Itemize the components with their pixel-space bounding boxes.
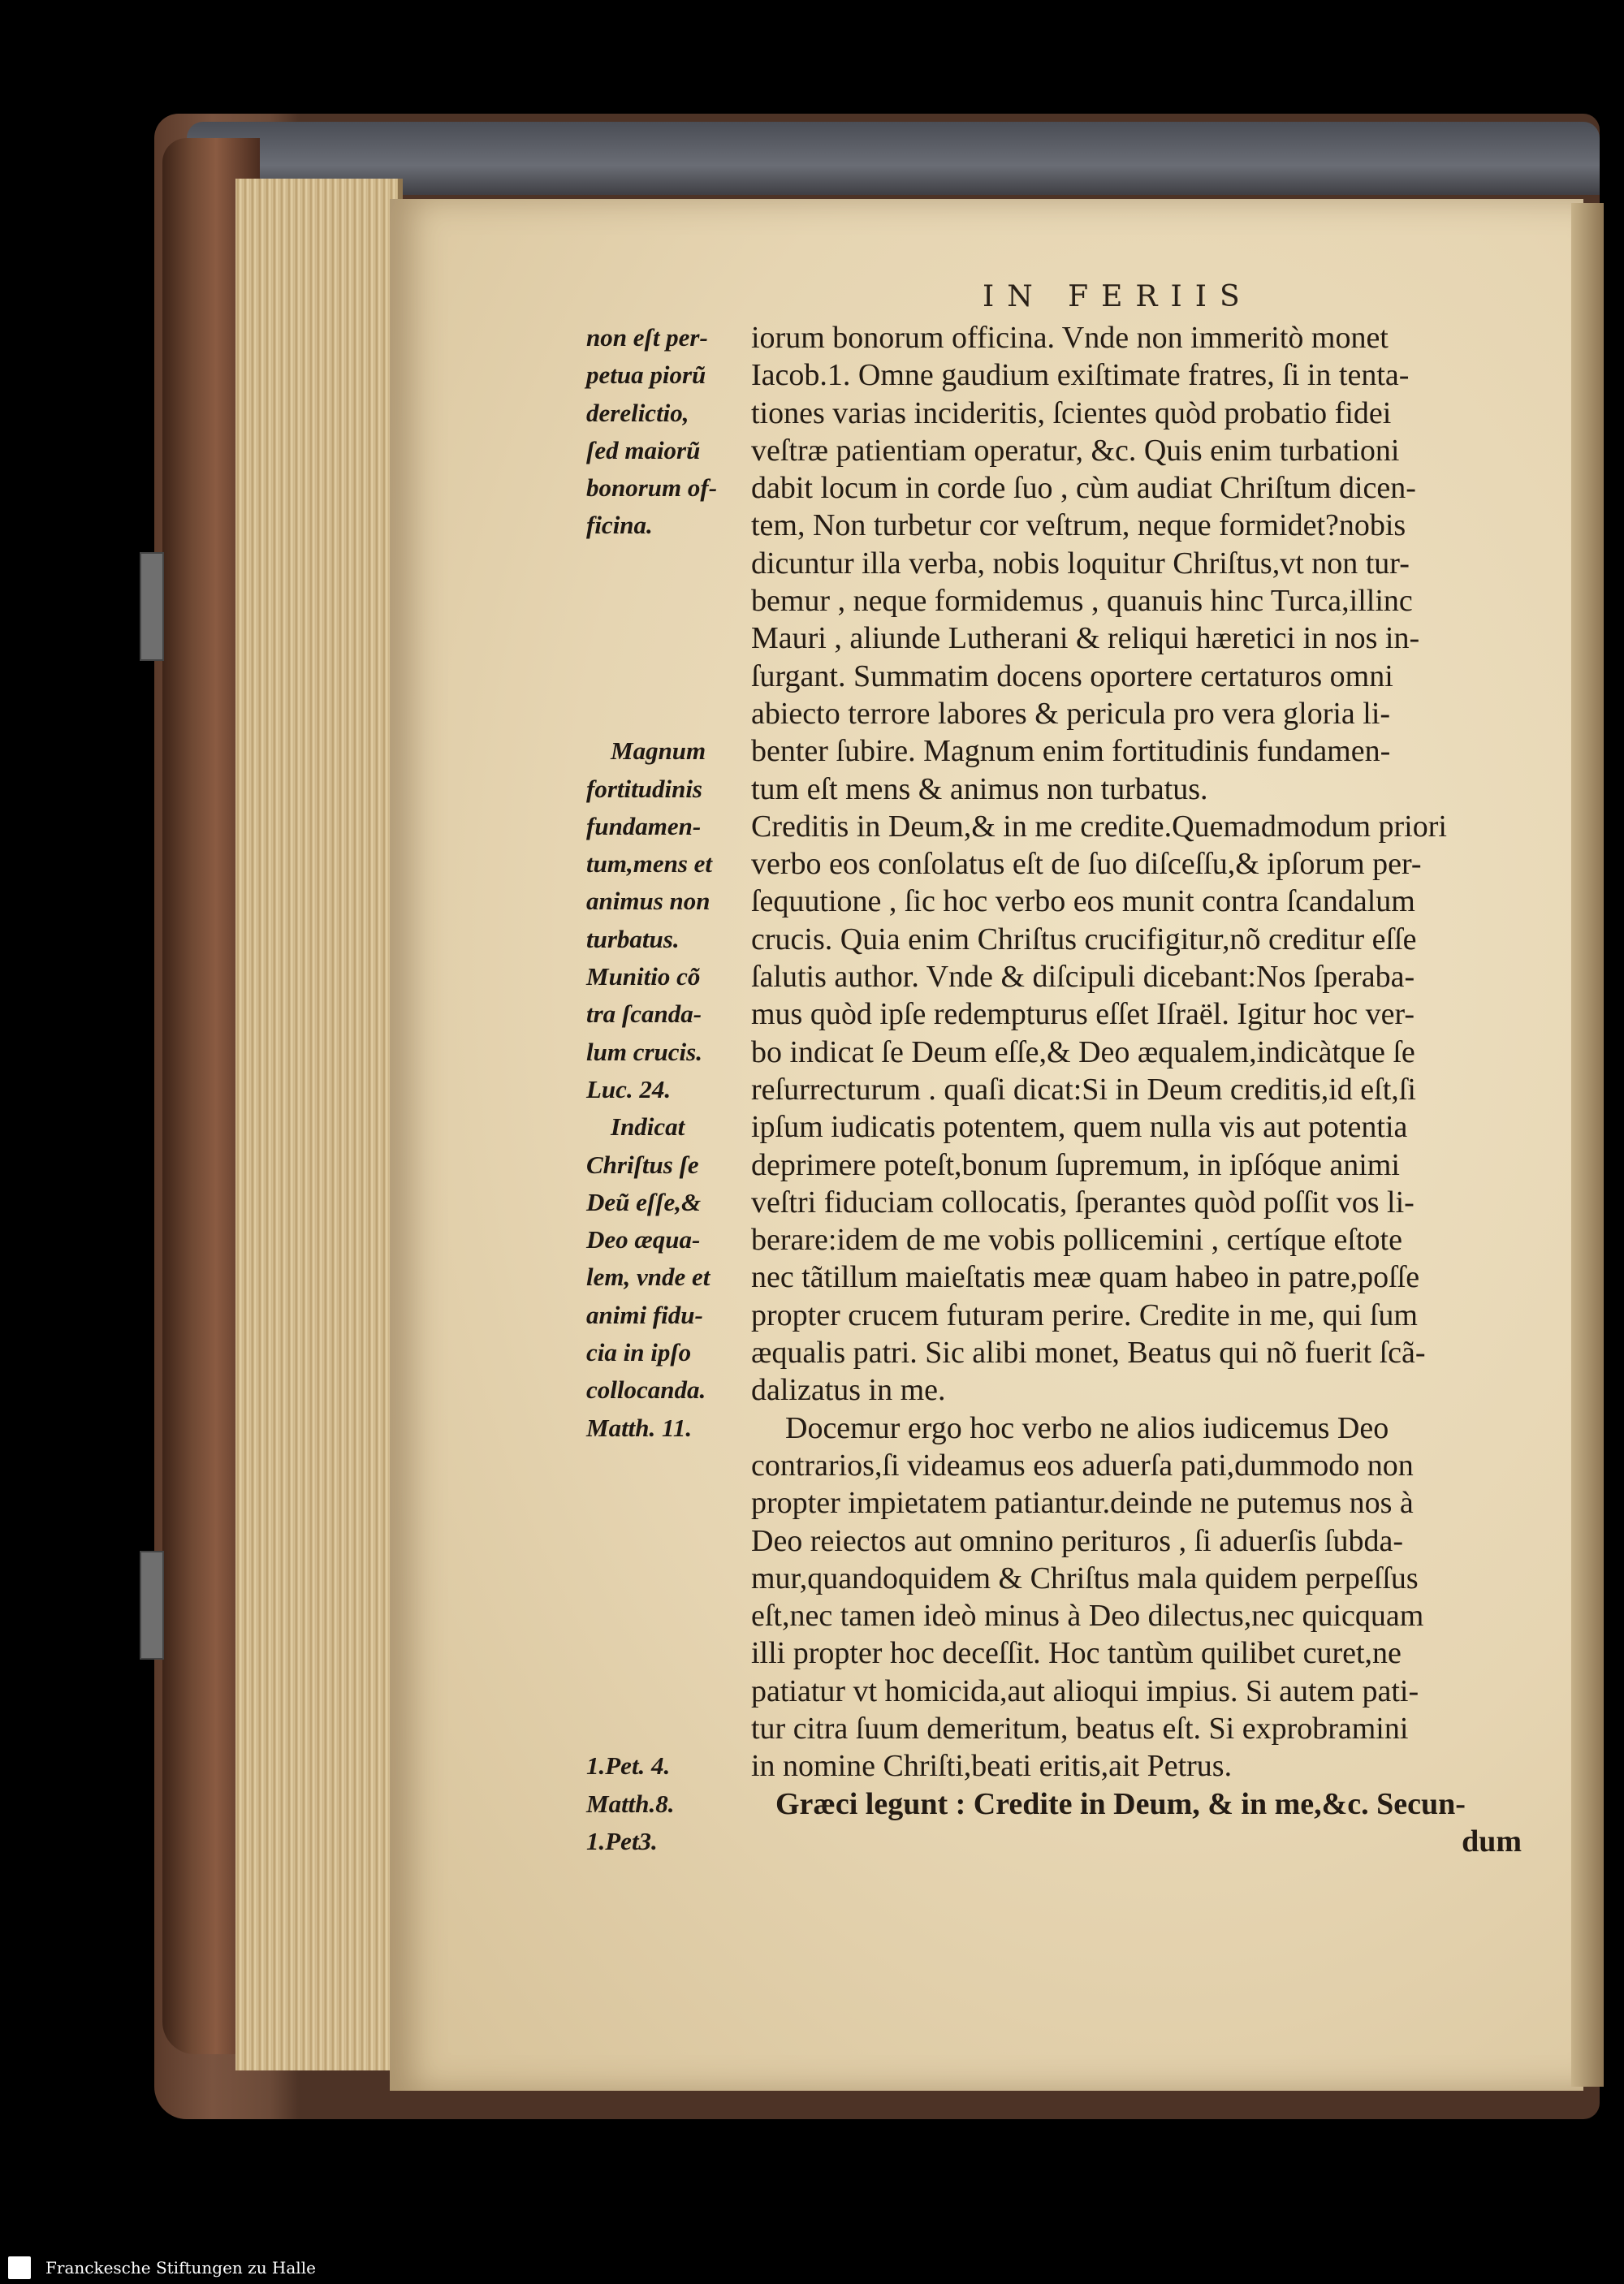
margin-gap: [586, 1673, 749, 1710]
margin-gap: [586, 1597, 749, 1634]
margin-gap: [586, 545, 749, 582]
text-line: Iacob.1. Omne gaudium exiſtimate fratres, ſi in tenta-: [751, 358, 1410, 393]
text-line: tur citra ſuum demeritum, beatus eſt. Si exprobramini: [751, 1711, 1409, 1746]
text-line: abiecto terrore labores & pericula pro vera gloria li-: [751, 696, 1391, 731]
text-line: dum: [1462, 1824, 1522, 1859]
margin-note-line: fundamen-: [586, 811, 702, 840]
text-line: æqualis patri. Sic alibi monet, Beatus qui nõ fuerit ſcã-: [751, 1336, 1426, 1371]
margin-note-line: animus non: [586, 887, 710, 916]
page-gutter: [1571, 203, 1604, 2087]
text-line: ipſum iudicatis potentem, quem nulla vis aut potentia: [751, 1110, 1408, 1145]
text-line: eſt,nec tamen ideò minus à Deo dilectus,nec quicquam: [751, 1599, 1424, 1634]
text-line: bemur , neque formidemus , quanuis hinc Turca,illinc: [751, 584, 1413, 619]
margin-gap: [586, 695, 749, 732]
text-line: propter impietatem patiantur.deinde ne putemus nos à: [751, 1486, 1414, 1521]
text-line: patiatur vt homicida,aut alioqui impius. Si autem pati-: [751, 1673, 1419, 1708]
text-line: Creditis in Deum,& in me credite.Quemadmodum priori: [751, 809, 1447, 844]
text-line: veſtri fiduciam collocatis, ſperantes quòd poſſit vos li-: [751, 1185, 1415, 1220]
margin-note-line: fortitudinis: [586, 774, 702, 803]
institution-logo-icon: [8, 2256, 31, 2279]
text-line: bo indicat ſe Deum eſſe,& Deo æqualem,indicàtque ſe: [751, 1034, 1415, 1069]
text-line: deprimere poteſt,bonum ſupremum, in ipſóque animi: [751, 1147, 1400, 1182]
margin-note-line: Indicat: [611, 1112, 685, 1142]
margin-note-line: Chriſtus ſe: [586, 1150, 699, 1179]
margin-note-line: derelictio,: [586, 398, 689, 427]
text-line: mur,quandoquidem & Chriſtus mala quidem perpeſſus: [751, 1561, 1419, 1595]
text-line: nec tãtillum maieſtatis meæ quam habeo in patre,poſſe: [751, 1260, 1420, 1295]
text-line: dalizatus in me.: [751, 1373, 946, 1408]
margin-note-line: non eſt per-: [586, 323, 708, 352]
text-line: ſurgant. Summatim docens oportere certaturos omni: [751, 658, 1393, 693]
text-line: propter crucem futuram perire. Credite in me, qui ſum: [751, 1297, 1418, 1332]
text-line: reſurrecturum . quaſi dicat:Si in Deum creditis,id eſt,ſi: [751, 1072, 1416, 1107]
text-line: tiones varias incideritis, ſcientes quòd probatio fidei: [751, 395, 1392, 430]
text-line: ſequutione , ſic hoc verbo eos munit contra ſcandalum: [751, 884, 1415, 919]
margin-gap: [586, 1560, 749, 1597]
text-line: contrarios,ſi videamus eos aduerſa pati,dummodo non: [751, 1448, 1414, 1483]
margin-note-line: tum,mens et: [586, 849, 713, 879]
margin-note-line: 1.Pet3.: [586, 1826, 658, 1855]
margin-note-line: petua piorũ: [586, 361, 706, 390]
margin-note-line: Luc. 24.: [586, 1074, 672, 1103]
footer-bar: [0, 2252, 1624, 2284]
page-edges: [235, 179, 403, 2070]
running-head: IN FERIIS: [983, 280, 1253, 313]
text-line: tum eſt mens & animus non turbatus.: [751, 771, 1208, 806]
margin-note-line: Munitio cõ: [586, 962, 701, 991]
margin-note-line: 1.Pet. 4.: [586, 1751, 671, 1781]
margin-note-line: Matth. 11.: [586, 1413, 693, 1442]
margin-note-line: tra ſcanda-: [586, 1000, 702, 1029]
margin-note-line: ſed maiorũ: [586, 435, 701, 464]
text-line: Mauri , aliunde Lutherani & reliqui hæretici in nos in-: [751, 621, 1420, 656]
text-line: ſalutis author. Vnde & diſcipuli dicebant:Nos ſperaba-: [751, 960, 1415, 995]
text-line: berare:idem de me vobis pollicemini , certíque eſtote: [751, 1223, 1402, 1258]
margin-note-line: bonorum of-: [586, 473, 718, 503]
margin-gap: [586, 620, 749, 657]
text-line: dicuntur illa verba, nobis loquitur Chriſtus,vt non tur-: [751, 546, 1410, 581]
margin-gap: [586, 658, 749, 695]
margin-note-line: Deo æqua-: [586, 1225, 701, 1254]
text-line: tem, Non turbetur cor veſtrum, neque formidet?nobis: [751, 508, 1406, 543]
text-line: crucis. Quia enim Chriſtus crucifigitur,nõ creditur eſſe: [751, 922, 1417, 956]
text-line: veſtræ patientiam operatur, &c. Quis enim turbationi: [751, 433, 1400, 468]
clasp-lower: [140, 1551, 164, 1660]
margin-note-line: Matth.8.: [586, 1789, 675, 1818]
margin-gap: [586, 1484, 749, 1522]
text-line: dabit locum in corde ſuo , cùm audiat Chriſtum dicen-: [751, 471, 1416, 506]
margin-gap: [586, 1634, 749, 1672]
margin-note-line: collocanda.: [586, 1375, 706, 1405]
footer-credit: Franckesche Stiftungen zu Halle: [45, 2258, 316, 2278]
text-line: verbo eos conſolatus eſt de ſuo diſceſſu,& ipſorum per-: [751, 847, 1422, 882]
text-line: Docemur ergo hoc verbo ne alios iudicemus Deo: [785, 1410, 1389, 1445]
text-line: Græci legunt : Credite in Deum, & in me,&c. Secun-: [775, 1786, 1466, 1821]
margin-note-line: animi fidu-: [586, 1300, 703, 1329]
margin-note-line: Magnum: [611, 736, 706, 766]
margin-gap: [586, 1447, 749, 1484]
margin-note-line: lem, vnde et: [586, 1263, 710, 1292]
text-line: iorum bonorum officina. Vnde non immeritò monet: [751, 321, 1389, 355]
main-text: [751, 319, 1527, 1860]
margin-note-line: lum crucis.: [586, 1037, 702, 1066]
clasp-upper: [140, 552, 164, 661]
margin-notes: [586, 319, 749, 1860]
text-line: illi propter hoc deceſſit. Hoc tantùm quilibet curet,ne: [751, 1636, 1402, 1671]
text-line: benter ſubire. Magnum enim fortitudinis fundamen-: [751, 734, 1391, 769]
margin-gap: [586, 582, 749, 620]
margin-note-line: Deũ eſſe,&: [586, 1187, 702, 1216]
text-line: Deo reiectos aut omnino perituros , ſi aduerſis ſubda-: [751, 1523, 1404, 1558]
margin-note-line: ficina.: [586, 511, 653, 540]
text-line: mus quòd ipſe redempturus eſſet Iſraël. Igitur hoc ver-: [751, 997, 1415, 1032]
margin-note-line: cia in ipſo: [586, 1338, 692, 1367]
text-line: in nomine Chriſti,beati eritis,ait Petrus.: [751, 1749, 1233, 1784]
margin-gap: [586, 1522, 749, 1560]
margin-gap: [586, 1710, 749, 1747]
margin-note-line: turbatus.: [586, 924, 680, 953]
